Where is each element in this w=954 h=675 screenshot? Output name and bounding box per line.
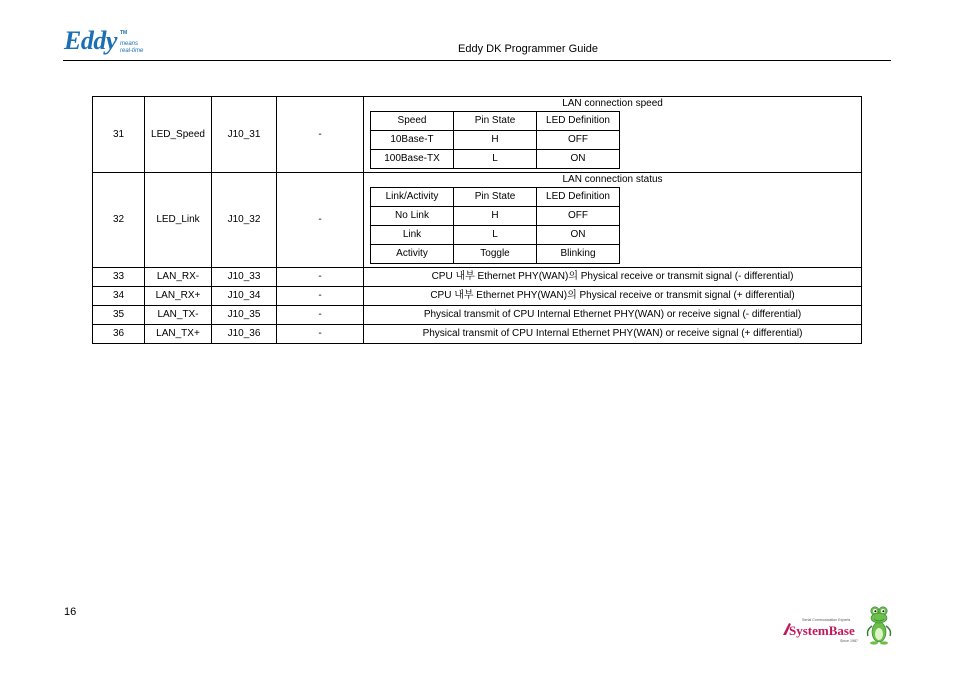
eddy-logo-word: Eddy	[64, 26, 117, 55]
eddy-logo	[64, 26, 154, 60]
led-link-table	[370, 187, 620, 264]
inner-row	[371, 207, 620, 226]
frog-mascot-icon	[868, 607, 891, 645]
inner-row	[371, 131, 620, 150]
inner-cell: Activity	[371, 245, 454, 264]
inner-cell: OFF	[537, 207, 620, 226]
table-row	[93, 306, 862, 325]
inner-cell: H	[454, 207, 537, 226]
signal-name: LAN_RX-	[145, 268, 212, 287]
connector-pin: J10_33	[212, 268, 277, 287]
systembase-logo	[780, 600, 895, 648]
pin-type: -	[277, 306, 364, 325]
inner-cell: L	[454, 150, 537, 169]
inner-header: LED Definition	[537, 112, 620, 131]
description-cell	[364, 97, 862, 173]
signal-name: LAN_TX+	[145, 325, 212, 344]
document-title: Eddy DK Programmer Guide	[458, 43, 598, 55]
inner-header: LED Definition	[537, 188, 620, 207]
page-number: 16	[64, 606, 77, 618]
table-row	[93, 97, 862, 173]
pin-type: -	[277, 173, 364, 268]
eddy-logo-means: means	[120, 41, 139, 47]
systembase-tagline: Serial Communication Experts	[802, 618, 851, 622]
inner-cell: Toggle	[454, 245, 537, 264]
signal-name: LED_Link	[145, 173, 212, 268]
pin-type: -	[277, 325, 364, 344]
pin-number: 36	[93, 325, 145, 344]
description-cell: Physical transmit of CPU Internal Ethernet PHY(WAN) or receive signal (- differential)	[364, 306, 862, 325]
inner-header: Pin State	[454, 112, 537, 131]
pin-number: 34	[93, 287, 145, 306]
description-cell: CPU 내부 Ethernet PHY(WAN)의 Physical receive or transmit signal (- differential)	[364, 268, 862, 287]
connector-pin: J10_36	[212, 325, 277, 344]
inner-row	[371, 188, 620, 207]
pin-table	[92, 96, 862, 344]
table-row	[93, 325, 862, 344]
pin-type: -	[277, 97, 364, 173]
inner-header: Speed	[371, 112, 454, 131]
description-caption: LAN connection speed	[562, 98, 663, 109]
connector-pin: J10_35	[212, 306, 277, 325]
inner-cell: ON	[537, 226, 620, 245]
inner-cell: OFF	[537, 131, 620, 150]
inner-header: Pin State	[454, 188, 537, 207]
inner-row	[371, 112, 620, 131]
signal-name: LAN_TX-	[145, 306, 212, 325]
inner-header: Link/Activity	[371, 188, 454, 207]
description-cell: Physical transmit of CPU Internal Ethernet PHY(WAN) or receive signal (+ differential)	[364, 325, 862, 344]
connector-pin: J10_31	[212, 97, 277, 173]
table-row	[93, 287, 862, 306]
systembase-name: SystemBase	[789, 623, 855, 638]
inner-cell: No Link	[371, 207, 454, 226]
description-cell: CPU 내부 Ethernet PHY(WAN)의 Physical receive or transmit signal (+ differential)	[364, 287, 862, 306]
pin-number: 35	[93, 306, 145, 325]
inner-cell: Blinking	[537, 245, 620, 264]
pin-number: 32	[93, 173, 145, 268]
signal-name: LAN_RX+	[145, 287, 212, 306]
pin-number: 33	[93, 268, 145, 287]
inner-cell: 100Base-TX	[371, 150, 454, 169]
inner-cell: H	[454, 131, 537, 150]
header-divider	[63, 60, 891, 61]
inner-row	[371, 226, 620, 245]
description-cell	[364, 173, 862, 268]
connector-pin: J10_34	[212, 287, 277, 306]
pin-type: -	[277, 268, 364, 287]
systembase-since: Since 1987	[840, 639, 858, 643]
inner-cell: 10Base-T	[371, 131, 454, 150]
led-speed-table	[370, 111, 620, 169]
inner-cell: ON	[537, 150, 620, 169]
inner-cell: L	[454, 226, 537, 245]
connector-pin: J10_32	[212, 173, 277, 268]
table-row	[93, 268, 862, 287]
description-caption: LAN connection status	[562, 174, 663, 185]
table-row	[93, 173, 862, 268]
pin-type: -	[277, 287, 364, 306]
inner-row	[371, 245, 620, 264]
inner-cell: Link	[371, 226, 454, 245]
inner-row	[371, 150, 620, 169]
signal-name: LED_Speed	[145, 97, 212, 173]
eddy-logo-realtime: real-time	[120, 48, 144, 54]
pin-number: 31	[93, 97, 145, 173]
eddy-logo-tm: TM	[120, 30, 128, 36]
